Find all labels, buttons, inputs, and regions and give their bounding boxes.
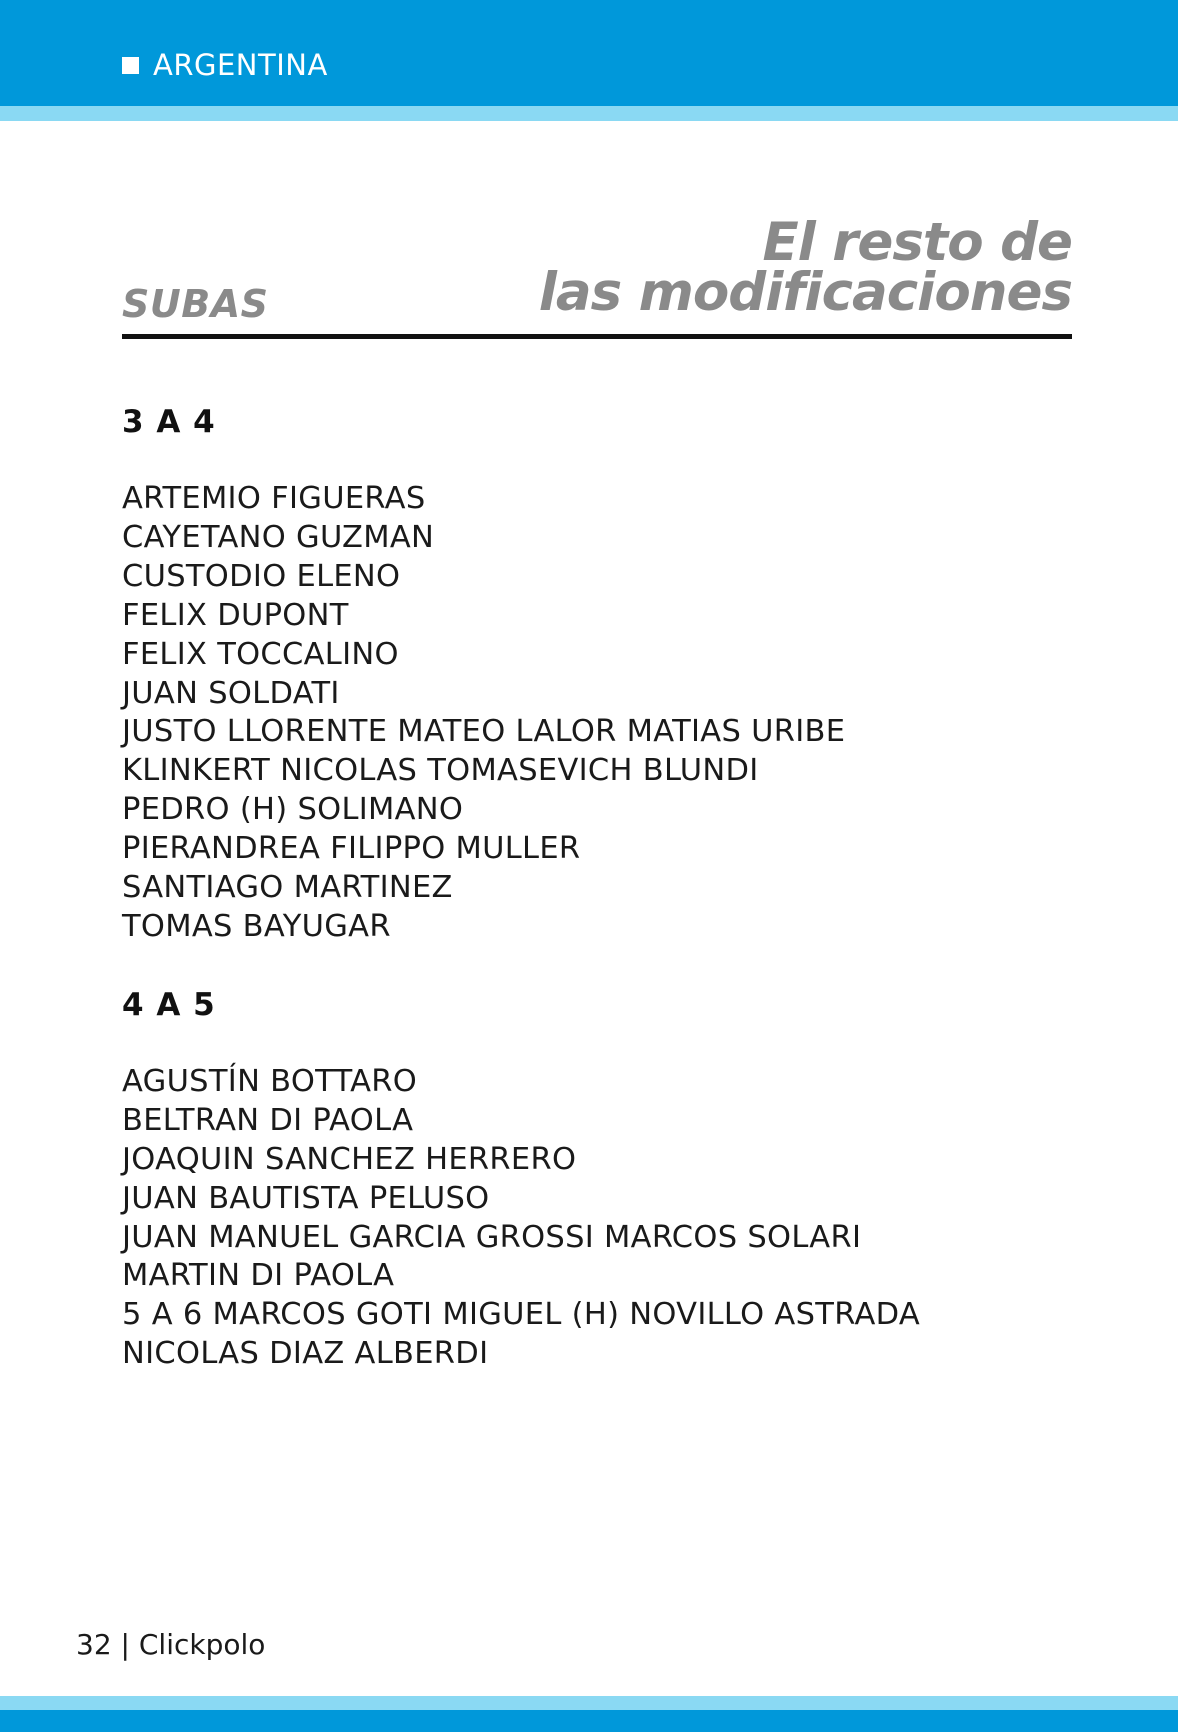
footer-band [0,1710,1178,1732]
category-label: SUBAS [122,282,269,326]
group-4-a-5 [122,985,1072,1374]
list-item: FELIX TOCCALINO [122,636,399,672]
page-footer: 32 | Clickpolo [76,1628,266,1661]
list-item: TOMAS BAYUGAR [122,908,391,944]
name-list [122,1063,1072,1374]
list-item: CAYETANO GUZMAN [122,519,435,555]
list-item: PIERANDREA FILIPPO MULLER [122,831,581,867]
list-item: MARTIN DI PAOLA [122,1258,395,1294]
list-item: JUAN MANUEL GARCIA GROSSI MARCOS SOLARI [122,1219,862,1255]
content [122,402,1072,1412]
list-item: FELIX DUPONT [122,597,349,633]
list-item: JUAN BAUTISTA PELUSO [122,1180,490,1216]
group-heading: 3 A 4 [122,404,216,440]
page-title [538,212,1072,323]
list-item: JOAQUIN SANCHEZ HERRERO [122,1141,577,1177]
square-bullet-icon [122,57,139,74]
title-divider [122,334,1072,339]
group-3-a-4 [122,402,1072,947]
name-list [122,480,1072,947]
footer-stripe [0,1696,1178,1710]
list-item: 5 A 6 MARCOS GOTI MIGUEL (H) NOVILLO ASTRADA [122,1297,921,1333]
list-item: JUSTO LLORENTE MATEO LALOR MATIAS URIBE [122,714,846,750]
list-item: JUAN SOLDATI [122,675,340,711]
list-item: SANTIAGO MARTINEZ [122,870,453,906]
list-item: NICOLAS DIAZ ALBERDI [122,1336,489,1372]
header-stripe [0,106,1178,121]
page-title-line-1: El resto de [762,212,1072,273]
section-label-text: ARGENTINA [153,48,328,82]
list-item: KLINKERT NICOLAS TOMASEVICH BLUNDI [122,753,759,789]
list-item: ARTEMIO FIGUERAS [122,481,426,516]
list-item: CUSTODIO ELENO [122,558,401,594]
list-item: BELTRAN DI PAOLA [122,1102,414,1138]
group-heading: 4 A 5 [122,986,216,1023]
list-item: PEDRO (H) SOLIMANO [122,792,464,828]
section-label [122,48,328,82]
list-item: AGUSTÍN BOTTARO [122,1063,418,1099]
page-title-line-2: las modificaciones [538,262,1072,323]
